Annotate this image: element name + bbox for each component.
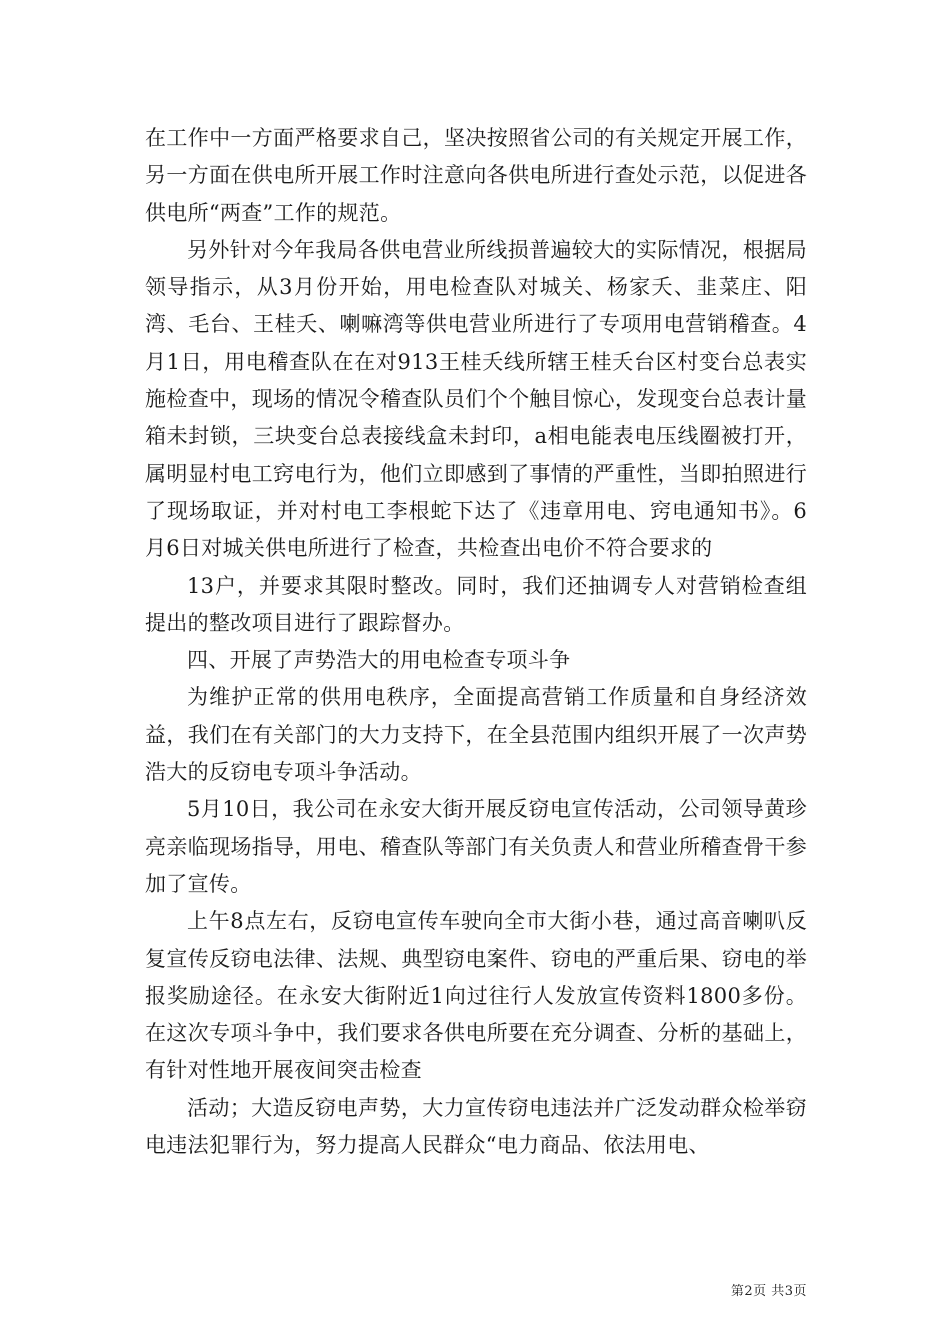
document-body [145,120,807,1164]
paragraph-7: 上午8点左右，反窃电宣传车驶向全市大街小巷，通过高音喇叭反复宣传反窃电法律、法规、典型窃电案件、窃电的严重后果、窃电的举报奖励途径。在永安大街附近1向过往行人发放宣传资料1800多份。在这次专项斗争中，我们要求各供电所要在充分调查、分析的基础上，有针对性地开展夜间突击检查 [145,909,807,1083]
page-number-footer: 第2页 共3页 [730,1284,807,1299]
paragraph-3: 13户，并要求其限时整改。同时，我们还抽调专人对营销检查组提出的整改项目进行了跟踪督办。 [145,573,807,635]
paragraph-6: 5月10日，我公司在永安大街开展反窃电宣传活动，公司领导黄珍亮亲临现场指导，用电、稽查队等部门有关负责人和营业所稽查骨干参加了宣传。 [145,797,807,896]
paragraph-2: 另外针对今年我局各供电营业所线损普遍较大的实际情况，根据局领导指示，从3月份开始，用电检查队对城关、杨家夭、韭菜庄、阳湾、毛台、王桂夭、喇嘛湾等供电营业所进行了专项用电营销稽查。4月1日，用电稽查队在在对913王桂夭线所辖王桂夭台区村变台总表实施检查中，现场的情况令稽查队员们个个触目惊心，发现变台总表计量箱未封锁，三块变台总表接线盒未封印，a相电能表电压线圈被打开，属明显村电工窍电行为，他们立即感到了事情的严重性，当即拍照进行了现场取证，并对村电工李根蛇下达了《违章用电、窍电通知书》。6月6日对城关供电所进行了检查，共检查出电价不符合要求的 [145,237,807,561]
paragraph-1: 在工作中一方面严格要求自己，坚决按照省公司的有关规定开展工作，另一方面在供电所开展工作时注意向各供电所进行查处示范，以促进各供电所“两查”工作的规范。 [145,126,807,225]
paragraph-5: 为维护正常的供用电秩序，全面提高营销工作质量和自身经济效益，我们在有关部门的大力支持下，在全县范围内组织开展了一次声势浩大的反窃电专项斗争活动。 [145,685,807,785]
paragraph-8: 活动；大造反窃电声势，大力宣传窃电违法并广泛发动群众检举窃电违法犯罪行为，努力提高人民群众“电力商品、依法用电、 [145,1095,807,1158]
section-heading: 四、开展了声势浩大的用电检查专项斗争 [187,648,571,673]
